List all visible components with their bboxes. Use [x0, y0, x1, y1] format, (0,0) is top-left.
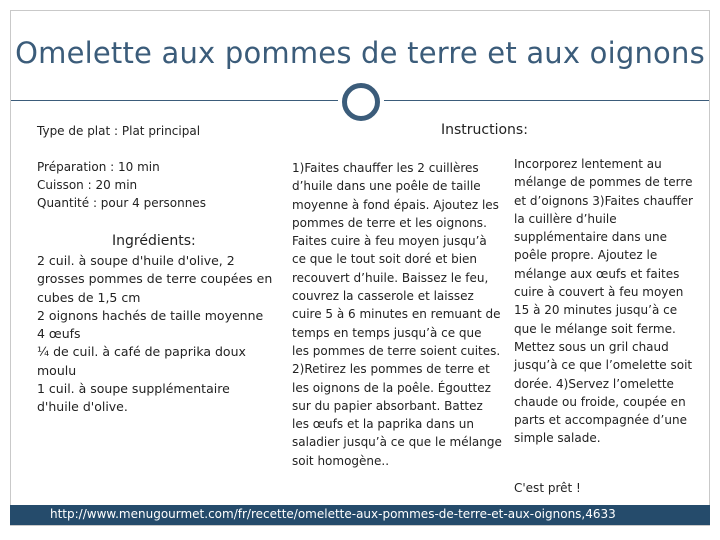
divider-right — [384, 100, 709, 101]
servings: Quantité : pour 4 personnes — [37, 196, 206, 210]
instructions-column-2: Incorporez lentement au mélange de pommes de terre et d’oignons 3)Faites chauffer la cuillère d’huile supplémentaire dans une poêle propre. Ajoutez le mélange aux œufs et faites cuire à couvert à feu moyen 15 à 20 minutes jusqu’à ce que le mélange soit ferme. Mettez sous un gril chaud jusqu’à ce que l’omelette soit dorée. 4)Servez l’omelette chaude ou froide, coupée en parts et accompagnée d’une simple salade. — [514, 157, 693, 446]
closing-text: C'est prêt ! — [514, 481, 581, 495]
recipe-title: Omelette aux pommes de terre et aux oignons — [15, 36, 705, 70]
instructions-heading: Instructions: — [441, 122, 528, 138]
preparation-time: Préparation : 10 min — [37, 160, 160, 174]
recipe-times — [37, 158, 206, 212]
ingredients-heading: Ingrédients: — [112, 233, 196, 249]
dish-type: Type de plat : Plat principal — [37, 124, 201, 138]
cooking-time: Cuisson : 20 min — [37, 178, 138, 192]
instructions-column-1: 1)Faites chauffer les 2 cuillères d’huile dans une poêle de taille moyenne à fond épais. Ajoutez les pommes de terre et les oignons. Faites cuire à feu moyen jusqu’à ce que le tout soit doré et bien recouvert d’huile. Baissez le feu, couvrez la casserole et laissez cuire 5 à 6 minutes en remuant de temps en temps jusqu’à ce que les pommes de terre soient cuites. 2)Retirez les pommes de terre et les oignons de la poêle. Égouttez sur du papier absorbant. Battez les œufs et la paprika dans un saladier jusqu’à ce que le mélange soit homogène.. — [292, 161, 502, 468]
circle-ornament-icon — [342, 83, 380, 121]
divider-left — [11, 100, 338, 101]
source-url[interactable]: http://www.menugourmet.com/fr/recette/omelette-aux-pommes-de-terre-et-aux-oignons,4633 — [50, 507, 616, 521]
ingredients-text: 2 cuil. à soupe d'huile d'olive, 2 grosses pommes de terre coupées en cubes de 1,5 cm 2 oignons hachés de taille moyenne 4 œufs ¼ de cuil. à café de paprika doux moulu 1 cuil. à soupe supplémentaire d'huile d'olive. — [37, 253, 273, 415]
